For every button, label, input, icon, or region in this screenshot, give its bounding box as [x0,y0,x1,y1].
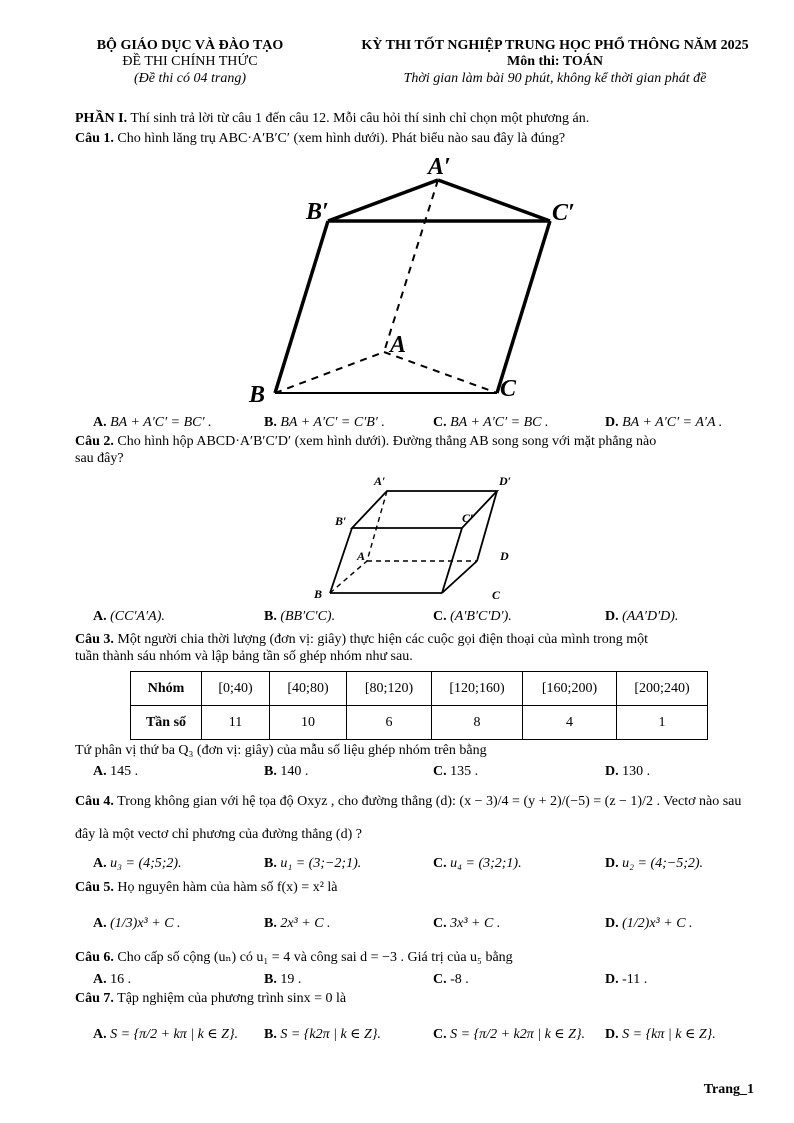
option-text: S = {π/2 + kπ | k ∈ Z}. [110,1027,239,1042]
question-7-text: Tập nghiệm của phương trình sinx = 0 là [113,991,347,1006]
label-D: D [500,549,509,563]
option-letter: C. [433,415,447,430]
option-text: (1/2)x³ + C . [622,916,693,931]
page-number: Trang_1 [703,1082,754,1097]
option-letter: B. [264,1027,277,1042]
option-text: 145 . [110,764,139,779]
question-6-text: Cho cấp số cộng (uₙ) có u₁ = 4 và công sai d = −3 . Giá trị của u₅ bằng [113,950,513,965]
q3-option-d[interactable] [605,763,650,781]
table-cell: Tần số [131,706,202,740]
pages-note: (Đề thi có 04 trang) [134,71,246,86]
option-text: -8 . [450,972,469,987]
time-note: Thời gian làm bài 90 phút, không kể thời gian phát đề [403,71,707,86]
option-text: u₂ = (4;−5;2). [622,856,704,871]
question-3 [75,632,648,648]
q7-option-a[interactable] [93,1026,238,1044]
option-text: (A′B′C′D′). [450,609,512,624]
q1-option-a[interactable] [93,414,212,432]
question-4 [75,794,741,810]
option-letter: D. [605,764,619,779]
q3-option-b[interactable] [264,763,308,781]
question-5-options [93,915,753,933]
q3-option-c[interactable] [433,763,478,781]
q7-option-d[interactable] [605,1026,716,1044]
q6-option-c[interactable] [433,971,469,989]
question-5 [75,880,338,896]
option-text: BA + A′C′ = BC′ . [110,415,212,430]
official-exam-label: ĐỀ THI CHÍNH THỨC [122,54,258,69]
question-6-label: Câu 6. [75,950,114,965]
q3-option-a[interactable] [93,763,138,781]
label-A: A [390,332,407,358]
question-4-cont: đây là một vectơ chỉ phương của đường thẳng (d) ? [75,827,362,842]
q6-option-d[interactable] [605,971,647,989]
option-text: S = {π/2 + k2π | k ∈ Z}. [450,1027,586,1042]
frequency-table [130,671,708,740]
question-5-label: Câu 5. [75,880,114,895]
question-2-text: Cho hình hộp ABCD·A′B′C′D′ (xem hình dưới). Đường thẳng AB song song với mặt phẳng nào [113,434,657,449]
option-letter: B. [264,764,277,779]
exam-title: KỲ THI TỐT NGHIỆP TRUNG HỌC PHỔ THÔNG NĂM 2025 [361,38,749,53]
q6-option-a[interactable] [93,971,131,989]
question-1 [75,131,565,147]
option-text: -11 . [622,972,648,987]
table-header-cell: [80;120) [347,672,432,706]
q2-option-b[interactable] [264,608,335,626]
question-4-text: Trong không gian với hệ tọa độ Oxyz , cho đường thẳng (d): (x − 3)/4 = (y + 2)/(−5) = (z − 1)/2 . Vectơ nào sau [113,794,742,809]
option-letter: C. [433,856,447,871]
label-A-prime: A′ [428,154,451,180]
option-letter: C. [433,1027,447,1042]
option-text: u₁ = (3;−2;1). [280,856,362,871]
prism-figure [240,150,590,410]
question-1-text: Cho hình lăng trụ ABC·A′B′C′ (xem hình dưới). Phát biểu nào sau đây là đúng? [113,131,566,146]
option-text: BA + A′C′ = C′B′ . [280,415,385,430]
subject: Môn thi: TOÁN [507,54,603,69]
q2-option-d[interactable] [605,608,678,626]
table-cell: 11 [202,706,270,740]
label-C: C [492,588,501,602]
label-B-prime: B′ [306,199,329,225]
option-letter: C. [433,609,447,624]
option-text: 130 . [622,764,651,779]
q4-option-d[interactable] [605,855,703,873]
question-4-label: Câu 4. [75,794,114,809]
q7-option-b[interactable] [264,1026,381,1044]
question-1-options [93,414,753,432]
option-text: 140 . [280,764,309,779]
box-figure [300,470,530,605]
option-letter: A. [93,609,107,624]
table-header-cell: Nhóm [131,672,202,706]
q5-option-b[interactable] [264,915,331,933]
q4-option-b[interactable] [264,855,361,873]
option-letter: B. [264,916,277,931]
table-header-cell: [40;80) [270,672,347,706]
option-letter: A. [93,856,107,871]
option-letter: A. [93,972,107,987]
option-text: 16 . [110,972,132,987]
label-D-prime: D′ [499,474,512,488]
option-letter: A. [93,916,107,931]
question-2-cont: sau đây? [75,451,124,466]
option-letter: A. [93,1027,107,1042]
label-B-prime: B′ [335,514,347,528]
q1-option-d[interactable] [605,414,722,432]
option-text: 2x³ + C . [280,916,331,931]
option-letter: B. [264,609,277,624]
option-letter: B. [264,415,277,430]
option-text: u₄ = (3;2;1). [450,856,522,871]
label-C-prime: C′ [462,511,474,525]
option-text: BA + A′C′ = A′A . [622,415,723,430]
question-7-options [93,1026,753,1044]
q2-option-a[interactable] [93,608,165,626]
question-3-prompt: Tứ phân vị thứ ba Q₃ (đơn vị: giây) của mẫu số liệu ghép nhóm trên bằng [75,743,487,758]
label-C-prime: C′ [552,200,575,226]
option-text: S = {k2π | k ∈ Z}. [280,1027,381,1042]
table-row [131,706,708,740]
option-text: 3x³ + C . [450,916,501,931]
option-letter: D. [605,1027,619,1042]
q5-option-a[interactable] [93,915,181,933]
option-text: (BB′C′C). [280,609,336,624]
label-B: B [314,587,323,601]
option-text: BA + A′C′ = BC . [450,415,549,430]
option-letter: C. [433,972,447,987]
option-letter: A. [93,415,107,430]
option-text: 135 . [450,764,479,779]
table-cell: 10 [270,706,347,740]
ministry-name: BỘ GIÁO DỤC VÀ ĐÀO TẠO [96,38,284,53]
part1-text: Thí sinh trả lời từ câu 1 đến câu 12. Mỗi câu hỏi thí sinh chỉ chọn một phương án. [127,111,590,126]
question-3-text: Một người chia thời lượng (đơn vị: giây) thực hiện các cuộc gọi điện thoại của mình trong một [113,632,649,647]
table-header-cell: [0;40) [202,672,270,706]
part1-label: PHẦN I. [75,111,128,126]
option-text: S = {kπ | k ∈ Z}. [622,1027,716,1042]
q2-option-c[interactable] [433,608,512,626]
question-2-label: Câu 2. [75,434,114,449]
table-cell: 8 [432,706,523,740]
question-1-label: Câu 1. [75,131,114,146]
q4-option-a[interactable] [93,855,182,873]
label-C: C [500,376,517,402]
option-text: 19 . [280,972,302,987]
question-3-cont: tuần thành sáu nhóm và lập bảng tần số ghép nhóm như sau. [75,649,413,664]
option-letter: D. [605,856,619,871]
question-7 [75,991,346,1007]
q6-option-b[interactable] [264,971,301,989]
table-cell: 4 [523,706,617,740]
option-text: (CC′A′A). [110,609,165,624]
option-letter: D. [605,972,619,987]
q5-option-c[interactable] [433,915,500,933]
q1-option-c[interactable] [433,414,549,432]
question-3-options [93,763,753,781]
option-letter: C. [433,916,447,931]
option-text: (1/3)x³ + C . [110,916,181,931]
option-letter: C. [433,764,447,779]
question-7-label: Câu 7. [75,991,114,1006]
part1-instructions [75,111,589,127]
q7-option-c[interactable] [433,1026,585,1044]
option-letter: A. [93,764,107,779]
question-2 [75,434,656,450]
option-letter: B. [264,856,277,871]
label-B: B [249,382,266,408]
question-2-options [93,608,753,626]
question-4-options [93,855,753,873]
table-header-cell: [200;240) [617,672,708,706]
option-letter: D. [605,609,619,624]
option-letter: B. [264,972,277,987]
label-A: A [357,549,366,563]
question-3-label: Câu 3. [75,632,114,647]
option-text: u₃ = (4;5;2). [110,856,182,871]
table-header-cell: [160;200) [523,672,617,706]
q4-option-c[interactable] [433,855,522,873]
label-A-prime: A′ [374,474,386,488]
question-6 [75,950,513,966]
q1-option-b[interactable] [264,414,385,432]
question-6-options [93,971,753,989]
question-5-text: Họ nguyên hàm của hàm số f(x) = x² là [113,880,338,895]
q5-option-d[interactable] [605,915,693,933]
option-letter: D. [605,415,619,430]
option-text: (AA′D′D). [622,609,679,624]
option-letter: D. [605,916,619,931]
table-header-cell: [120;160) [432,672,523,706]
table-cell: 6 [347,706,432,740]
table-cell: 1 [617,706,708,740]
table-row [131,672,708,706]
